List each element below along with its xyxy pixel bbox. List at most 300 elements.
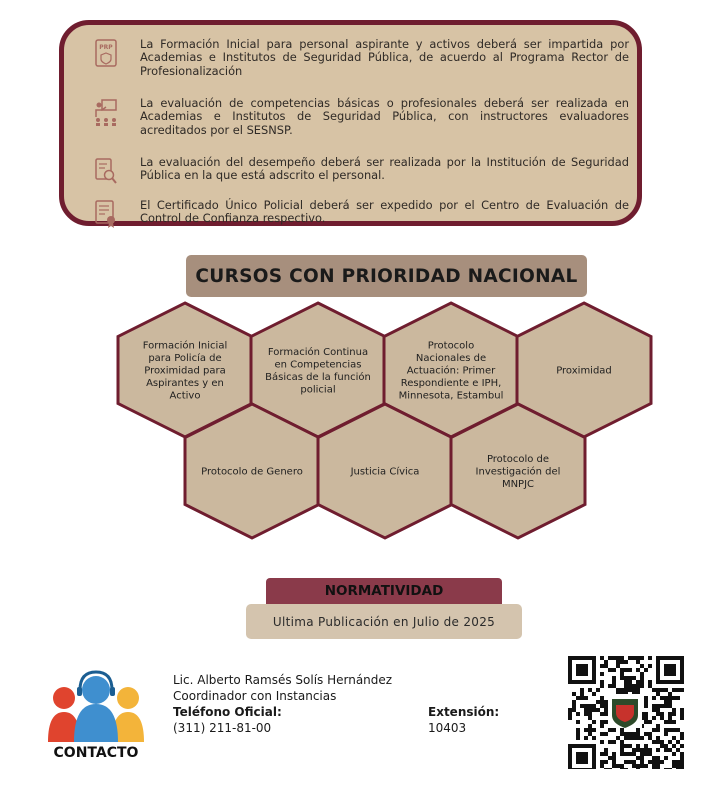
course-label — [556, 366, 612, 377]
qr-module — [624, 680, 628, 684]
qr-module — [628, 676, 632, 680]
qr-module — [596, 688, 600, 692]
qr-module — [592, 720, 596, 724]
qr-module — [644, 764, 648, 768]
qr-module — [640, 764, 644, 768]
qr-module — [628, 736, 632, 740]
qr-module — [636, 768, 640, 769]
qr-module — [656, 728, 660, 732]
course-label-line: Proximidad para — [144, 365, 226, 377]
course-label-line: Justicia Cívica — [350, 466, 420, 478]
qr-module — [640, 684, 644, 688]
qr-module — [656, 724, 660, 728]
qr-module — [612, 656, 616, 660]
qr-module — [608, 756, 612, 760]
qr-finder — [576, 664, 588, 676]
qr-module — [656, 764, 660, 768]
qr-module — [584, 712, 588, 716]
qr-module — [600, 664, 604, 668]
qr-module — [628, 732, 632, 736]
qr-module — [660, 716, 664, 720]
qr-module — [672, 688, 676, 692]
qr-module — [640, 748, 644, 752]
requirement-text: La evaluación del desempeño deberá ser realizada por la Institución de Seguridad Pública en la que está adscrito el personal. — [140, 155, 629, 183]
qr-module — [592, 728, 596, 732]
course-label-line: Investigación del — [475, 466, 561, 478]
course-label-line: Proximidad — [556, 365, 612, 377]
qr-module — [672, 760, 676, 764]
qr-module — [664, 732, 668, 736]
qr-module — [628, 744, 632, 748]
qr-module — [600, 712, 604, 716]
qr-module — [680, 708, 684, 712]
qr-module — [680, 744, 684, 748]
qr-module — [624, 760, 628, 764]
qr-module — [632, 764, 636, 768]
qr-module — [624, 668, 628, 672]
qr-module — [576, 728, 580, 732]
qr-module — [644, 752, 648, 756]
qr-module — [640, 676, 644, 680]
requirement-text: El Certificado Único Policial deberá ser expedido por el Centro de Evaluación de Control de Confianza respectivo. — [140, 198, 629, 226]
qr-module — [664, 720, 668, 724]
qr-module — [616, 664, 620, 668]
qr-module — [652, 688, 656, 692]
requirement-text: La evaluación de competencias básicas o profesionales deberá ser realizada en Academias e Institutos de Seguridad Pública, con instructores evaluadores acreditados por el SESNSP. — [140, 96, 629, 137]
qr-module — [656, 760, 660, 764]
qr-module — [588, 728, 592, 732]
qr-module — [668, 700, 672, 704]
qr-module — [656, 708, 660, 712]
qr-module — [668, 704, 672, 708]
qr-module — [588, 688, 592, 692]
qr-module — [652, 740, 656, 744]
qr-module — [648, 656, 652, 660]
qr-module — [676, 728, 680, 732]
qr-module — [592, 708, 596, 712]
qr-module — [584, 736, 588, 740]
qr-module — [676, 748, 680, 752]
qr-module — [600, 720, 604, 724]
qr-module — [656, 748, 660, 752]
contact-name: Lic. Alberto Ramsés Solís Hernández — [173, 673, 393, 687]
qr-module — [620, 744, 624, 748]
qr-module — [632, 688, 636, 692]
qr-module — [580, 688, 584, 692]
qr-module — [656, 756, 660, 760]
qr-module — [604, 720, 608, 724]
qr-module — [616, 688, 620, 692]
qr-module — [580, 692, 584, 696]
qr-module — [636, 688, 640, 692]
qr-finder — [576, 752, 588, 764]
qr-module — [656, 712, 660, 716]
qr-module — [672, 744, 676, 748]
course-label-line: Protocolo de Genero — [201, 466, 303, 478]
qr-module — [576, 696, 580, 700]
qr-module — [616, 660, 620, 664]
qr-module — [644, 720, 648, 724]
qr-module — [668, 768, 672, 769]
course-label — [201, 467, 303, 478]
qr-module — [612, 728, 616, 732]
qr-module — [596, 708, 600, 712]
qr-module — [624, 736, 628, 740]
qr-module — [672, 752, 676, 756]
qr-module — [600, 672, 604, 676]
qr-module — [568, 712, 572, 716]
qr-module — [600, 684, 604, 688]
qr-module — [588, 732, 592, 736]
qr-module — [676, 764, 680, 768]
qr-module — [580, 704, 584, 708]
qr-module — [676, 696, 680, 700]
qr-module — [568, 708, 572, 712]
course-label-line: Formación Continua — [267, 346, 369, 358]
qr-module — [668, 728, 672, 732]
qr-module — [648, 684, 652, 688]
qr-module — [608, 768, 612, 769]
qr-module — [668, 740, 672, 744]
qr-module — [632, 752, 636, 756]
qr-module — [680, 712, 684, 716]
qr-module — [600, 680, 604, 684]
qr-module — [648, 748, 652, 752]
qr-module — [640, 672, 644, 676]
qr-module — [612, 752, 616, 756]
qr-module — [636, 756, 640, 760]
publication-note[interactable]: Ultima Publicación en Julio de 2025 — [246, 604, 522, 639]
qr-module — [624, 684, 628, 688]
course-label-line: Protocolo — [427, 340, 475, 352]
qr-module — [648, 736, 652, 740]
qr-module — [640, 656, 644, 660]
qr-module — [640, 756, 644, 760]
qr-module — [620, 732, 624, 736]
qr-module — [644, 696, 648, 700]
qr-module — [628, 760, 632, 764]
qr-module — [648, 720, 652, 724]
qr-module — [680, 760, 684, 764]
qr-module — [660, 712, 664, 716]
qr-module — [656, 768, 660, 769]
qr-module — [624, 752, 628, 756]
qr-module — [572, 704, 576, 708]
qr-module — [660, 696, 664, 700]
qr-module — [624, 744, 628, 748]
qr-module — [632, 760, 636, 764]
qr-module — [648, 752, 652, 756]
qr-module — [680, 736, 684, 740]
qr-module — [636, 684, 640, 688]
course-label-line: MNPJC — [501, 479, 535, 490]
qr-module — [584, 728, 588, 732]
qr-module — [632, 736, 636, 740]
qr-module — [636, 680, 640, 684]
qr-module — [676, 688, 680, 692]
qr-module — [612, 764, 616, 768]
qr-module — [604, 760, 608, 764]
qr-module — [656, 740, 660, 744]
qr-module — [652, 760, 656, 764]
qr-module — [664, 700, 668, 704]
qr-module — [572, 708, 576, 712]
qr-module — [628, 668, 632, 672]
qr-module — [668, 716, 672, 720]
qr-module — [632, 748, 636, 752]
qr-module — [624, 688, 628, 692]
qr-module — [624, 732, 628, 736]
qr-module — [620, 668, 624, 672]
qr-module — [620, 656, 624, 660]
qr-module — [648, 760, 652, 764]
qr-module — [676, 740, 680, 744]
qr-module — [656, 736, 660, 740]
course-label-line: Activo — [169, 390, 201, 402]
qr-module — [612, 680, 616, 684]
qr-module — [612, 668, 616, 672]
qr-module — [568, 716, 572, 720]
qr-module — [644, 732, 648, 736]
qr-module — [672, 764, 676, 768]
qr-module — [588, 716, 592, 720]
qr-module — [620, 768, 624, 769]
extension-label: Extensión: — [428, 705, 500, 719]
qr-module — [600, 696, 604, 700]
qr-module — [652, 768, 656, 769]
qr-module — [668, 720, 672, 724]
qr-module — [612, 684, 616, 688]
qr-module — [624, 768, 628, 769]
qr-finder — [664, 664, 676, 676]
qr-module — [636, 656, 640, 660]
qr-module — [664, 728, 668, 732]
qr-module — [640, 752, 644, 756]
qr-module — [640, 680, 644, 684]
qr-module — [604, 708, 608, 712]
qr-module — [636, 736, 640, 740]
qr-module — [620, 748, 624, 752]
qr-module — [664, 688, 668, 692]
qr-module — [652, 756, 656, 760]
contact-label: CONTACTO — [53, 745, 139, 761]
course-label-line: Minnesota, Estambul — [398, 390, 504, 402]
qr-module — [604, 768, 608, 769]
course-label-line: Básicas de la función — [265, 371, 371, 383]
qr-module — [604, 664, 608, 668]
qr-module — [640, 736, 644, 740]
qr-module — [620, 660, 624, 664]
qr-module — [680, 732, 684, 736]
qr-module — [660, 760, 664, 764]
qr-module — [644, 668, 648, 672]
prp-icon-text: PRP — [99, 44, 113, 51]
qr-code[interactable] — [567, 655, 685, 769]
qr-module — [600, 704, 604, 708]
qr-module — [636, 764, 640, 768]
qr-module — [608, 740, 612, 744]
qr-module — [672, 728, 676, 732]
requirement-text: La Formación Inicial para personal aspirante y activos deberá ser impartida por Academias e Institutos de Seguridad Pública, de acuerdo al Programa Rector de Profesionalización — [140, 37, 629, 78]
qr-module — [680, 764, 684, 768]
qr-module — [644, 700, 648, 704]
course-label-line: para Policía de — [148, 353, 222, 364]
qr-module — [672, 696, 676, 700]
qr-module — [652, 764, 656, 768]
qr-module — [672, 708, 676, 712]
qr-module — [632, 656, 636, 660]
qr-module — [680, 768, 684, 769]
qr-module — [600, 724, 604, 728]
qr-module — [640, 664, 644, 668]
qr-module — [672, 736, 676, 740]
qr-module — [668, 696, 672, 700]
qr-module — [592, 704, 596, 708]
qr-module — [604, 752, 608, 756]
qr-module — [624, 660, 628, 664]
qr-module — [576, 736, 580, 740]
qr-module — [652, 704, 656, 708]
course-label-line: Protocolo de — [486, 454, 550, 465]
phone-label: Teléfono Oficial: — [173, 705, 282, 719]
qr-module — [620, 764, 624, 768]
qr-module — [636, 744, 640, 748]
qr-module — [608, 684, 612, 688]
qr-module — [656, 692, 660, 696]
qr-module — [644, 704, 648, 708]
qr-module — [588, 704, 592, 708]
qr-module — [664, 768, 668, 769]
qr-module — [588, 708, 592, 712]
qr-module — [612, 760, 616, 764]
qr-module — [588, 724, 592, 728]
qr-module — [572, 692, 576, 696]
qr-module — [660, 744, 664, 748]
qr-module — [592, 692, 596, 696]
qr-module — [652, 728, 656, 732]
qr-module — [648, 732, 652, 736]
qr-module — [680, 752, 684, 756]
qr-module — [612, 676, 616, 680]
qr-module — [604, 700, 608, 704]
qr-module — [632, 732, 636, 736]
qr-module — [620, 752, 624, 756]
courses-title: CURSOS CON PRIORIDAD NACIONAL — [186, 255, 587, 297]
qr-module — [652, 716, 656, 720]
qr-module — [644, 748, 648, 752]
phone-number[interactable]: (311) 211-81-00 — [173, 721, 272, 735]
qr-module — [576, 712, 580, 716]
qr-module — [604, 712, 608, 716]
qr-module — [604, 660, 608, 664]
qr-module — [632, 676, 636, 680]
course-label-line: Aspirantes y en — [146, 378, 224, 389]
qr-module — [648, 680, 652, 684]
course-label-line: en Competencias — [274, 359, 362, 371]
course-label-line: Nacionales de — [415, 353, 487, 364]
qr-module — [600, 700, 604, 704]
course-label-line: Respondiente e IPH, — [400, 378, 502, 389]
qr-module — [576, 732, 580, 736]
qr-module — [584, 708, 588, 712]
qr-module — [672, 720, 676, 724]
course-label-line: Actuación: Primer — [406, 365, 496, 377]
qr-module — [572, 700, 576, 704]
qr-module — [628, 656, 632, 660]
qr-module — [652, 696, 656, 700]
qr-module — [644, 712, 648, 716]
qr-module — [600, 656, 604, 660]
qr-module — [592, 736, 596, 740]
qr-module — [680, 756, 684, 760]
qr-module — [576, 720, 580, 724]
qr-module — [620, 672, 624, 676]
qr-module — [648, 664, 652, 668]
qr-module — [628, 684, 632, 688]
qr-module — [600, 740, 604, 744]
qr-module — [644, 744, 648, 748]
qr-module — [620, 728, 624, 732]
qr-module — [656, 688, 660, 692]
qr-module — [628, 680, 632, 684]
qr-module — [612, 740, 616, 744]
qr-module — [628, 688, 632, 692]
qr-module — [660, 740, 664, 744]
extension-number: 10403 — [428, 721, 467, 735]
qr-module — [636, 668, 640, 672]
qr-module — [664, 756, 668, 760]
qr-module — [668, 712, 672, 716]
qr-module — [636, 728, 640, 732]
normatividad-title: NORMATIVIDAD — [266, 578, 502, 604]
qr-module — [652, 708, 656, 712]
qr-module — [608, 656, 612, 660]
qr-module — [672, 712, 676, 716]
qr-module — [584, 704, 588, 708]
qr-module — [612, 756, 616, 760]
qr-module — [660, 688, 664, 692]
qr-module — [608, 728, 612, 732]
qr-module — [676, 768, 680, 769]
qr-module — [580, 696, 584, 700]
qr-module — [668, 748, 672, 752]
qr-module — [664, 696, 668, 700]
qr-module — [596, 700, 600, 704]
qr-module — [616, 656, 620, 660]
contact-role: Coordinador con Instancias — [173, 689, 337, 703]
qr-module — [620, 676, 624, 680]
qr-module — [600, 752, 604, 756]
course-label-line: policial — [300, 384, 336, 396]
qr-module — [656, 704, 660, 708]
qr-module — [680, 688, 684, 692]
course-label-line: Formación Inicial — [142, 340, 228, 352]
qr-module — [636, 748, 640, 752]
qr-module — [624, 676, 628, 680]
qr-module — [680, 716, 684, 720]
qr-module — [664, 744, 668, 748]
qr-module — [644, 716, 648, 720]
qr-module — [664, 704, 668, 708]
qr-module — [600, 732, 604, 736]
qr-module — [676, 760, 680, 764]
qr-module — [660, 704, 664, 708]
qr-module — [616, 736, 620, 740]
qr-module — [664, 748, 668, 752]
qr-module — [584, 696, 588, 700]
course-label — [350, 466, 420, 478]
qr-module — [628, 752, 632, 756]
